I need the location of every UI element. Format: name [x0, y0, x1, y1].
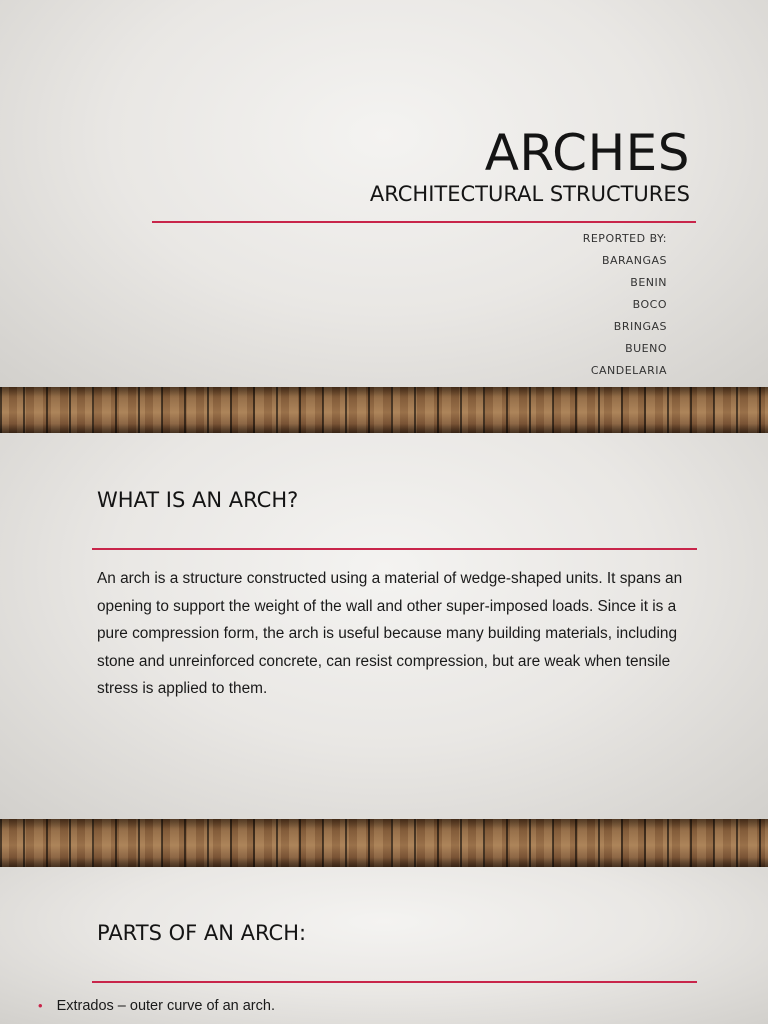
- author-name: BENIN: [630, 276, 667, 289]
- author-name: BOCO: [632, 298, 667, 311]
- slide-subtitle: ARCHITECTURAL STRUCTURES: [369, 182, 690, 206]
- definition-slide: [0, 433, 768, 819]
- title-slide: [0, 0, 768, 387]
- parts-slide: [0, 867, 768, 1024]
- title-divider: [152, 221, 696, 223]
- author-name: BARANGAS: [601, 254, 667, 267]
- slide-heading: PARTS OF AN ARCH:: [97, 921, 307, 945]
- author-name: CANDELARIA: [590, 364, 667, 377]
- list-item: [38, 998, 275, 1014]
- heading-divider: [92, 981, 697, 983]
- slide-body-text: An arch is a structure constructed using a material of wedge-shaped units. It spans an opening to support the weight of the wall and other super-imposed loads. Since it is a pure compression form, the arch is useful because many building materials, including stone and unreinforced concrete, can resist compression, but are weak when tensile stress is applied to them.: [97, 570, 683, 697]
- list-item-text: Extrados – outer curve of an arch.: [56, 998, 275, 1014]
- slide-heading: WHAT IS AN ARCH?: [97, 488, 299, 512]
- author-list: [583, 228, 667, 382]
- wood-floor-divider: [0, 819, 768, 867]
- author-name: BUENO: [625, 342, 667, 355]
- wood-floor-divider: [0, 387, 768, 433]
- heading-divider: [92, 548, 697, 550]
- author-name: BRINGAS: [613, 320, 667, 333]
- reported-by-label: REPORTED BY:: [582, 232, 667, 245]
- bullet-icon: •: [38, 998, 43, 1013]
- slide-title: ARCHES: [484, 124, 690, 182]
